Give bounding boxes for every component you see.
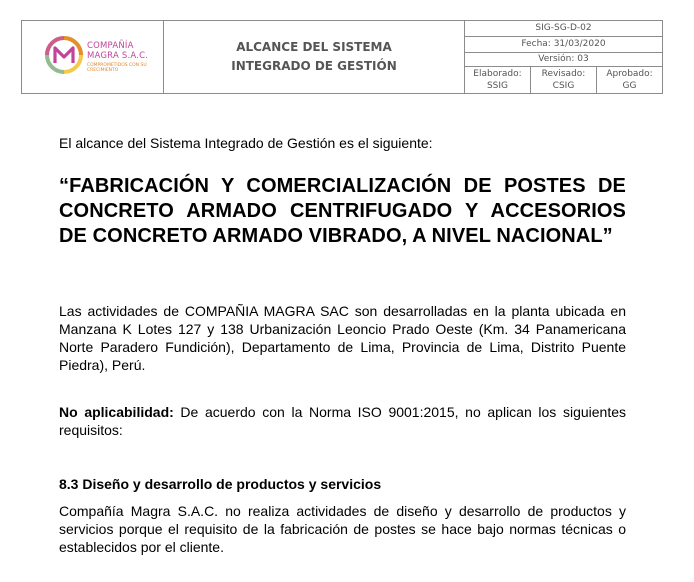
no-applicability-label: No aplicabilidad: xyxy=(59,404,174,420)
document-date: Fecha: 31/03/2020 xyxy=(465,37,662,53)
approval-label: Aprobado: xyxy=(606,69,653,79)
approval-revisado xyxy=(531,67,597,93)
approval-label: Elaborado: xyxy=(473,69,522,79)
approval-value: GG xyxy=(622,81,637,91)
logo-name-line2: MAGRA S.A.C. xyxy=(87,51,149,61)
document-meta-cell xyxy=(465,21,662,93)
document-title: ALCANCE DEL SISTEMA INTEGRADO DE GESTIÓN xyxy=(231,40,397,73)
section-heading: 8.3 Diseño y desarrollo de productos y servicios xyxy=(59,476,382,492)
logo-tagline: COMPROMETIDOS CON SU CRECIMIENTO xyxy=(87,63,147,73)
logo-cell xyxy=(22,21,164,93)
document-version: Versión: 03 xyxy=(465,53,662,67)
approval-value: SSIG xyxy=(486,81,509,91)
approvals-row xyxy=(465,67,662,93)
scope-statement: “FABRICACIÓN Y COMERCIALIZACIÓN DE POSTES DE CONCRETO ARMADO CENTRIFUGADO Y ACCESORIOS DE CONCRETO ARMADO VIBRADO, A NIVEL NACIONAL” xyxy=(59,175,626,247)
no-applicability-text: De acuerdo con la Norma ISO 9001:2015, no aplican los siguientes requisitos: xyxy=(59,404,627,438)
approval-aprobado xyxy=(597,67,662,93)
company-logo-icon xyxy=(44,35,84,75)
logo-text xyxy=(87,41,161,73)
document-title-cell xyxy=(164,21,465,93)
document-header-table xyxy=(21,20,663,94)
activities-paragraph: Las actividades de COMPAÑIA MAGRA SAC son desarrolladas en la planta ubicada en Manzana K Lotes 127 y 138 Urbanización Leoncio Prado Oeste (Km. 34 Panamericana Norte Paradero Fundición), Departamento de Lima, Provincia de Lima, Distrito Puente Piedra), Perú. xyxy=(59,303,626,373)
approval-label: Revisado: xyxy=(541,69,586,79)
approval-value: CSIG xyxy=(552,81,575,91)
section-paragraph: Compañía Magra S.A.C. no realiza actividades de diseño y desarrollo de productos y servicios porque el requisito de la fabricación de postes se hace bajo normas técnicas o establecidos por el cliente. xyxy=(59,503,626,555)
document-code: SIG-SG-D-02 xyxy=(465,21,662,37)
intro-paragraph: El alcance del Sistema Integrado de Gestión es el siguiente: xyxy=(59,135,433,151)
approval-elaborado xyxy=(465,67,531,93)
logo-name-line1: COMPAÑÍA xyxy=(87,41,134,51)
no-applicability-paragraph xyxy=(59,403,626,439)
